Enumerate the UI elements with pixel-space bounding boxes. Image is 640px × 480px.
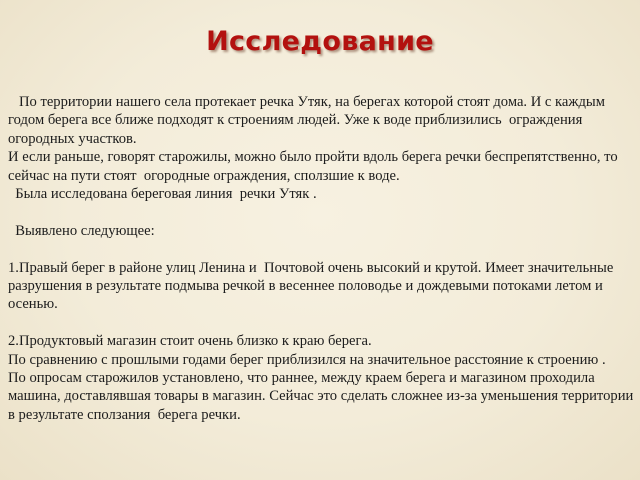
paragraph-intro: По территории нашего села протекает речка Утяк, на берегах которой стоят дома. И с каждым годом берега все ближе подходят к строениям людей. Уже к воде приблизились ограждения огородных участков. <box>8 94 609 147</box>
paragraph-study: Была исследована береговая линия речки Утяк . <box>8 186 317 203</box>
spacer <box>8 203 634 221</box>
slide-body <box>8 93 637 424</box>
spacer <box>8 314 634 332</box>
paragraph-old-residents: И если раньше, говорят старожилы, можно было пройти вдоль берега речки беспрепятственно, то сейчас на пути стоят огородные ограждения, сползшие к воде. <box>8 149 622 184</box>
paragraph-finding-2: 2.Продуктовый магазин стоит очень близко к краю берега. <box>8 333 372 350</box>
paragraph-finding-1: 1.Правый берег в районе улиц Ленина и Почтовой очень высокий и крутой. Имеет значительные разрушения в результате подмыва речкой в весеннее половодье и дождевыми потоками летом и осенью. <box>8 259 617 313</box>
paragraph-comparison: По сравнению с прошлыми годами берег приблизился на значительное расстояние к строению . <box>8 351 606 368</box>
slide-title: Исследование <box>206 26 434 57</box>
spacer <box>8 240 634 258</box>
paragraph-survey: По опросам старожилов установлено, что раннее, между краем берега и магазином проходила машина, доставлявшая товары в магазин. Сейчас это сделать сложнее из-за уменьшения территории в результате сползания берега речки. <box>8 370 637 423</box>
paragraph-findings-heading: Выявлено следующее: <box>8 222 155 239</box>
